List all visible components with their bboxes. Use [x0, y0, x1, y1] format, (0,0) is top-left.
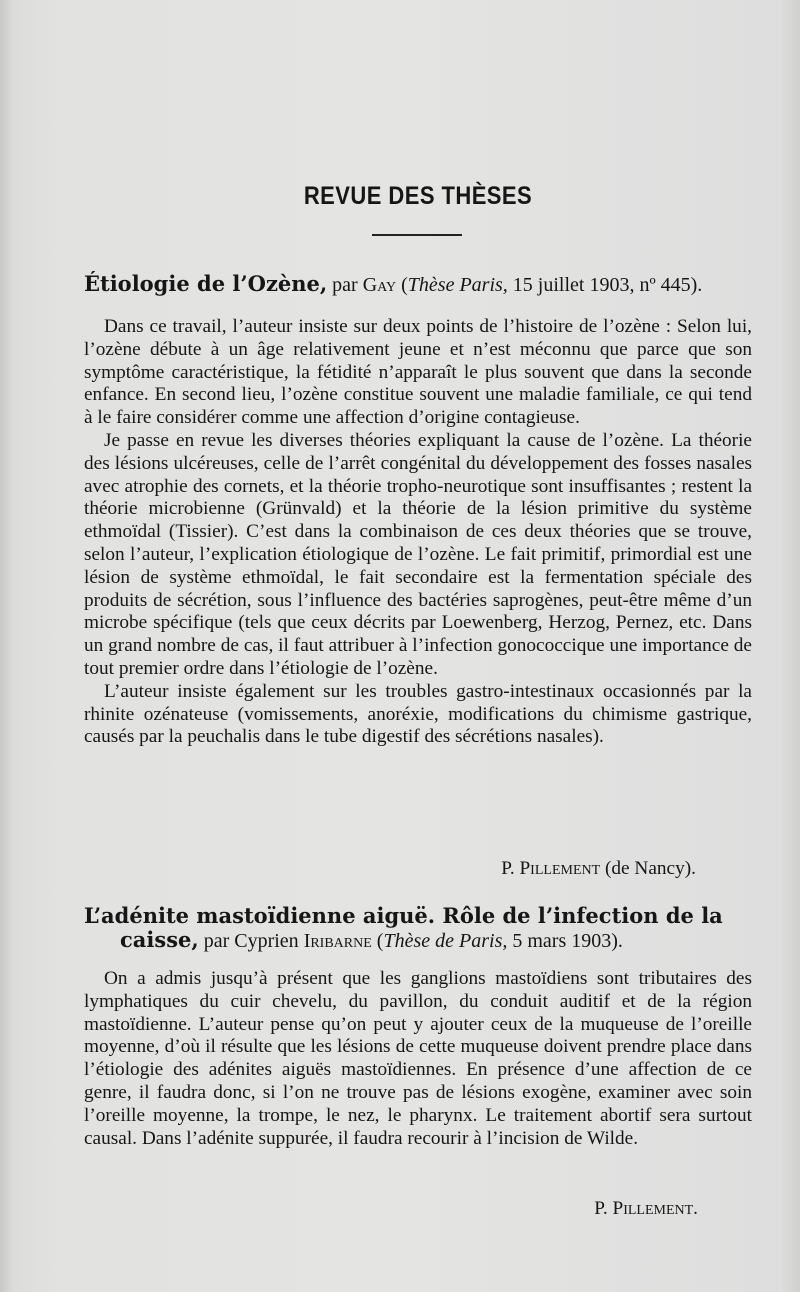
article1-heading — [84, 272, 752, 297]
article1-author: Gay — [362, 274, 397, 296]
article1-paragraph-1: Dans ce travail, l’auteur insiste sur deux points de l’histoire de l’ozène : Selon lui, l’ozène débute à un âge relativement jeune et n’est méconnu que parce que son symptôme caractéristique, la fétidité n’apparaît le plus souvent que dans la seconde enfance. En second lieu, l’ozène constitue souvent une maladie familiale, ce qui tend à le faire considérer comme une affection d’origine contagieuse. — [84, 316, 752, 429]
article2-author: Iribarne — [303, 930, 372, 952]
article2-source: Thèse de Paris, — [383, 930, 508, 952]
article1-paragraph-2: Je passe en revue les diverses théories expliquant la cause de l’ozène. La théorie des lésions ulcéreuses, celle de l’arrêt congénital du développement des fosses nasales avec atrophie des cornets, et la théorie tropho-neurotique sont insuffisantes ; restent la théorie microbienne (Grünvald) et la théorie de la lésion primitive du système ethmoïdal (Tissier). C’est dans la combinaison de ces deux théories que se trouve, selon l’auteur, l’explication étiologique de l’ozène. Le fait primitif, primordial est une lésion de système ethmoïdal, le fait secondaire est la fermentation spéciale des produits de sécrétion, sous l’influence des bactéries saprogènes, peut-être même d’un microbe spécifique (tels que ceux décrits par Loewenberg, Herzog, Pernez, etc. Dans un grand nombre de cas, il faut attribuer à l’infection gonococcique une importance de tout premier ordre dans l’étiologie de l’ozène. — [84, 429, 752, 679]
article2-title-line1: L’adénite mastoïdienne aiguë. Rôle de l’infection de la — [84, 903, 723, 928]
article2-heading — [84, 904, 752, 953]
article1-paragraph-3: L’auteur insiste également sur les troubles gastro-intestinaux occasionnés par la rhinite ozénateuse (vomissements, anoréxie, modifications du chimisme gastrique, causés par la peuchalis dans le tube digestif des sécrétions nasales). — [84, 680, 752, 748]
article2-signature-name: P. Pillement. — [594, 1198, 698, 1219]
article1-source: Thèse Paris, — [407, 274, 508, 296]
article1-signature-place: (de Nancy). — [600, 858, 696, 879]
article2-open-paren: ( — [371, 930, 384, 952]
article2-signature — [594, 1198, 698, 1220]
title-divider — [372, 234, 462, 236]
article2-paragraph-1: On a admis jusqu’à présent que les ganglions mastoïdiens sont tributaires des lymphatiques du cuir chevelu, du pavillon, du conduit auditif et de la région mastoïdienne. L’auteur pense qu’on peut y ajouter ceux de la muqueuse de l’oreille moyenne, d’où il résulte que les lésions de cette muqueuse doivent prendre place dans l’étiologie des adénites aiguës mastoïdiennes. En présence d’une affection de ce genre, il faudra donc, si l’on ne trouve pas de lésions exogène, examiner avec soin l’oreille moyenne, la trompe, le nez, le pharynx. Le traitement abortif sera surtout causal. Dans l’adénite suppurée, il faudra recourir à l’incision de Wilde. — [84, 968, 752, 1149]
page-title: REVUE DES THÈSES — [303, 182, 533, 210]
article1-signature-name: P. Pillement — [501, 858, 601, 879]
article1-title: Étiologie de l’Ozène, — [84, 271, 328, 296]
article2-date: 5 mars 1903). — [507, 930, 623, 952]
article1-par: par — [327, 274, 363, 296]
article1-body — [84, 316, 752, 749]
article1-date: 15 juillet 1903, nº 445). — [507, 274, 703, 296]
article2-title-line2: caisse, — [120, 927, 199, 952]
article1-open-paren: ( — [396, 274, 408, 296]
article1-signature — [501, 858, 696, 880]
article2-body — [84, 968, 752, 1150]
article2-par: par Cyprien — [198, 930, 304, 952]
